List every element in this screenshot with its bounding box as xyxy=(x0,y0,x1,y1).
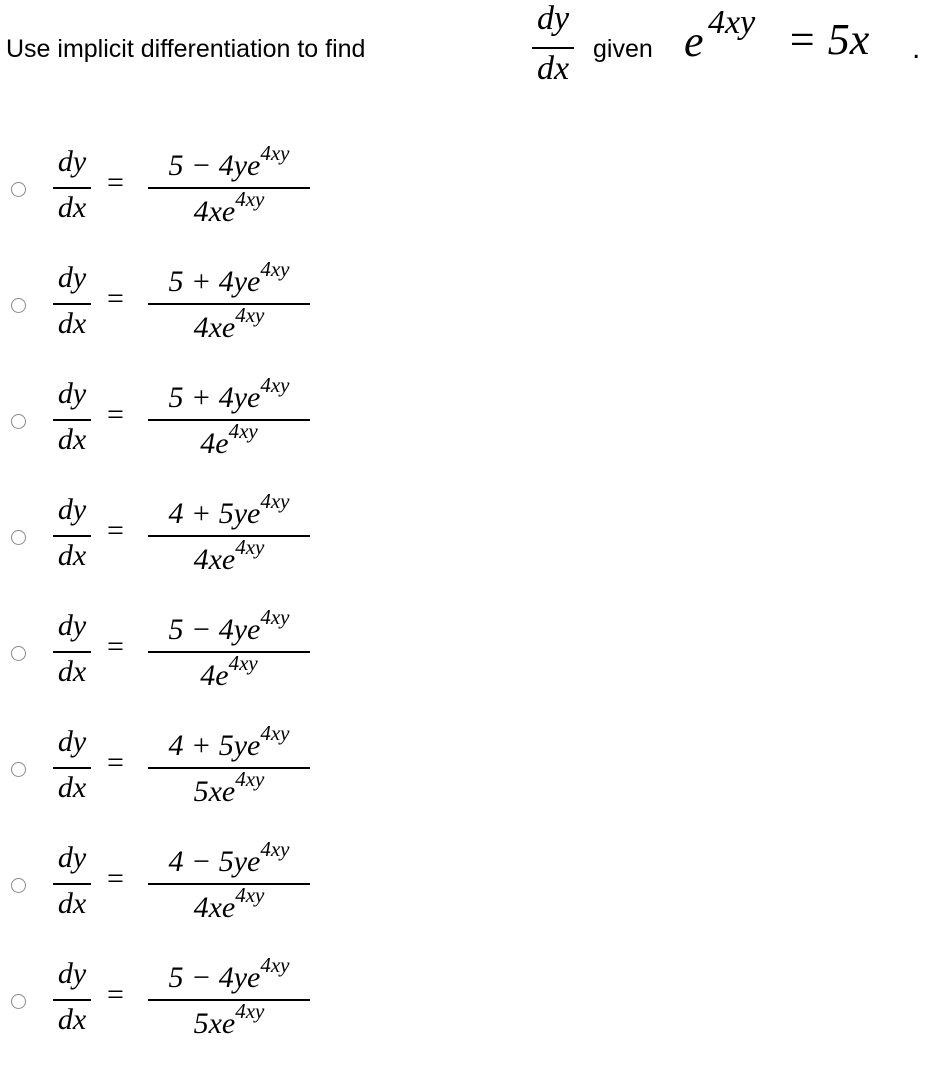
option-numerator-main: 5 + 4ye xyxy=(168,265,261,298)
question-equation-exponent: 4xy xyxy=(708,4,756,41)
option-numerator-main: 4 + 5ye xyxy=(168,729,261,762)
option-lhs-denominator: dx xyxy=(57,307,87,340)
option-equals-sign: = xyxy=(107,166,124,199)
option-rhs-fraction-bar xyxy=(148,767,310,769)
option-lhs-denominator: dx xyxy=(57,423,87,456)
question-fraction-bar xyxy=(532,47,574,49)
option-numerator-exponent: 4xy xyxy=(260,373,290,397)
option-rhs-denominator xyxy=(148,419,310,460)
option-denominator-main: 4xe xyxy=(193,891,236,924)
option-equals-sign: = xyxy=(107,862,124,895)
question-middle-text: given xyxy=(593,35,653,63)
answer-option-2[interactable] xyxy=(0,257,330,361)
option-lhs-fraction-bar xyxy=(53,187,91,189)
option-equals-sign: = xyxy=(107,746,124,779)
option-lhs-denominator: dx xyxy=(57,655,87,688)
answer-option-1[interactable] xyxy=(0,141,330,245)
option-numerator-exponent: 4xy xyxy=(260,489,290,513)
option-denominator-exponent: 4xy xyxy=(235,535,265,559)
option-lhs-numerator: dy xyxy=(57,377,87,410)
option-denominator-main: 4e xyxy=(200,659,229,692)
option-rhs-numerator xyxy=(148,373,310,414)
question-derivative-numerator: dy xyxy=(536,0,570,37)
option-lhs-fraction-bar xyxy=(53,303,91,305)
option-numerator-exponent: 4xy xyxy=(260,257,290,281)
question-derivative xyxy=(530,2,576,86)
option-denominator-exponent: 4xy xyxy=(235,883,265,907)
answer-option-8[interactable] xyxy=(0,953,330,1057)
option-lhs-denominator: dx xyxy=(57,771,87,804)
question-prefix: Use implicit differentiation to find xyxy=(6,35,366,63)
option-rhs-denominator xyxy=(148,535,310,576)
option-rhs-numerator xyxy=(148,141,310,182)
option-lhs-numerator: dy xyxy=(57,261,87,294)
question-equation-base: e xyxy=(684,17,704,66)
option-denominator-main: 4e xyxy=(200,427,229,460)
option-numerator-main: 5 − 4ye xyxy=(168,149,261,182)
option-lhs-fraction-bar xyxy=(53,767,91,769)
option-numerator-exponent: 4xy xyxy=(260,837,290,861)
answer-option-6[interactable] xyxy=(0,721,330,825)
option-lhs-fraction-bar xyxy=(53,883,91,885)
option-numerator-main: 5 + 4ye xyxy=(168,381,261,414)
option-rhs-denominator xyxy=(148,651,310,692)
option-lhs-denominator: dx xyxy=(57,191,87,224)
option-equals-sign: = xyxy=(107,282,124,315)
option-numerator-main: 5 − 4ye xyxy=(168,961,261,994)
option-numerator-main: 5 − 4ye xyxy=(168,613,261,646)
option-rhs-denominator xyxy=(148,767,310,808)
option-lhs-denominator: dx xyxy=(57,539,87,572)
option-denominator-exponent: 4xy xyxy=(228,651,258,675)
option-lhs-denominator: dx xyxy=(57,1003,87,1036)
option-rhs-numerator xyxy=(148,489,310,530)
option-denominator-main: 4xe xyxy=(193,195,236,228)
option-numerator-exponent: 4xy xyxy=(260,141,290,165)
option-numerator-exponent: 4xy xyxy=(260,953,290,977)
option-lhs-numerator: dy xyxy=(57,957,87,990)
answer-option-4[interactable] xyxy=(0,489,330,593)
option-rhs-fraction-bar xyxy=(148,303,310,305)
option-lhs-fraction-bar xyxy=(53,651,91,653)
option-rhs-numerator xyxy=(148,605,310,646)
answer-option-7[interactable] xyxy=(0,837,330,941)
option-lhs-numerator: dy xyxy=(57,609,87,642)
option-equals-sign: = xyxy=(107,514,124,547)
option-equals-sign: = xyxy=(107,398,124,431)
option-rhs-denominator xyxy=(148,883,310,924)
option-rhs-fraction-bar xyxy=(148,535,310,537)
option-numerator-main: 4 − 5ye xyxy=(168,845,261,878)
option-lhs-numerator: dy xyxy=(57,493,87,526)
option-rhs-numerator xyxy=(148,953,310,994)
option-denominator-exponent: 4xy xyxy=(235,187,265,211)
option-rhs-fraction-bar xyxy=(148,883,310,885)
question-period: . xyxy=(912,32,921,65)
option-denominator-exponent: 4xy xyxy=(228,419,258,443)
option-rhs-denominator xyxy=(148,999,310,1040)
option-rhs-denominator xyxy=(148,187,310,228)
option-denominator-main: 4xe xyxy=(193,311,236,344)
option-denominator-exponent: 4xy xyxy=(235,999,265,1023)
option-rhs-fraction-bar xyxy=(148,999,310,1001)
option-lhs-numerator: dy xyxy=(57,725,87,758)
option-lhs-numerator: dy xyxy=(57,145,87,178)
answer-option-3[interactable] xyxy=(0,373,330,477)
question-equation-rest: = 5x xyxy=(776,15,870,64)
option-denominator-main: 5xe xyxy=(193,1007,236,1040)
option-denominator-exponent: 4xy xyxy=(235,767,265,791)
answer-option-5[interactable] xyxy=(0,605,330,709)
option-equals-sign: = xyxy=(107,978,124,1011)
option-rhs-numerator xyxy=(148,721,310,762)
option-lhs-fraction-bar xyxy=(53,535,91,537)
option-lhs-numerator: dy xyxy=(57,841,87,874)
option-equals-sign: = xyxy=(107,630,124,663)
question-prompt xyxy=(6,0,932,100)
option-lhs-fraction-bar xyxy=(53,999,91,1001)
question-derivative-denominator: dx xyxy=(536,50,570,87)
option-rhs-fraction-bar xyxy=(148,187,310,189)
option-rhs-denominator xyxy=(148,303,310,344)
option-numerator-exponent: 4xy xyxy=(260,721,290,745)
option-rhs-numerator xyxy=(148,257,310,298)
option-lhs-fraction-bar xyxy=(53,419,91,421)
option-numerator-exponent: 4xy xyxy=(260,605,290,629)
option-lhs-denominator: dx xyxy=(57,887,87,920)
option-rhs-numerator xyxy=(148,837,310,878)
option-denominator-exponent: 4xy xyxy=(235,303,265,327)
option-denominator-main: 5xe xyxy=(193,775,236,808)
option-denominator-main: 4xe xyxy=(193,543,236,576)
option-numerator-main: 4 + 5ye xyxy=(168,497,261,530)
